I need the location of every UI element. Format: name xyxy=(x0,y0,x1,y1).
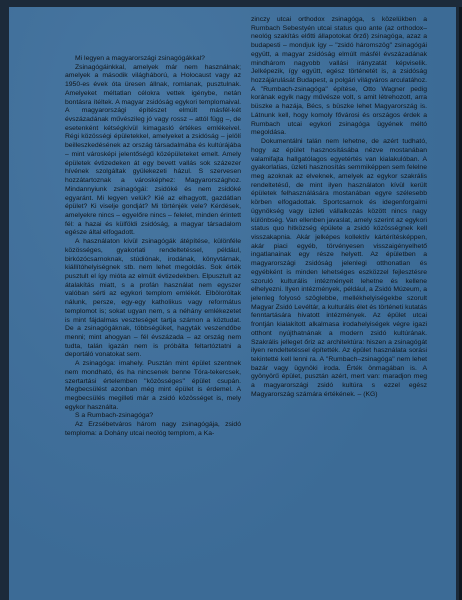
right-column xyxy=(251,16,427,400)
paragraph: Az Erzsébetváros három nagy zsinagógája, zsidó temploma: a Dohány utcai neológ templom, a Ka- xyxy=(65,421,241,437)
paragraph: Dokumentálni talán nem lehetne, de azért tudható, hogy az épület hasznosításába nézve mostanában valamifajta hallgatólagos egyetértés van kialakulóban. A gyakorlatias, üzleti hasznosítás semmiképpen sem felelne meg azoknak az elveknek, amelyek az egykor szakrális rendeltetésű, de mint ilyen használaton kívül került épületek felhasználására mostanában egyre szélesebb körben elfogadottak. Sportcsarnok és idegenforgalmi ügynökség vagy üzleti vállalkozás között nincs nagy különbség. Van ellenben javaslat, amely szerint az egykori status quo hitközség épülete a zsidó közösségnek kell visszakapnia. Akár jelképes kollektív kártérítésképpen, akár piaci egyéb, törvényesen visszaigényelhető ingatlanainak egy része helyett. Az épületben a magyarországi zsidóság jelenlegi otthonatlan és egyébként is minden lehetséges eszközzel fejlesztésre szoruló kulturális intézményeit lehetne és kellene elhelyezni. Ilyen intézmények, például, a Zsidó Múzeum, a jelenleg folyosó szöglebbe, mellékhelyiségekbe szorult Magyar Zsidó Levéltár, a kulturális élet és történeti kutatás fenntartására hivatott intézmények. Az épület utcai frontján kialakított alkalmasa irodahelyiségek végre igazi otthont nyújthatnának a modern zsidó kultúrának. Szakrális jelleget őriz az architektúra: hiszen a zsinagógát ilyen rendeltetéssel építették. Az épület használata sorási tekintetté kell lenni ra. A "Rumbach–zsinagóga" nem lehet bazár vagy ügynöki iroda. Érték önmagában is. A gyönyörű épület, pusztán azért, mert van: maradjon meg a magyarországi zsidó kultúra s ezzel egész Magyarország számára értékének. – (KG) xyxy=(251,138,427,398)
paragraph: A zsinagóga: imahely. Pusztán mint épület szentnek nem mondható, és ha nincsenek benne Tóra-tekercsek, szertartási értelemben "közösséges" épület csupán. Megbecsülést azonban még mint épület is érdemel. A megbecsülés megilleti már a zsidó közösséget is, mely egykor használta. xyxy=(65,360,241,411)
page xyxy=(9,7,456,600)
paragraph-continued: zinczy utcai orthodox zsinagóga, s közelükben a Rumbach Sebestyén utcai status quo ante (az orthodox–neológ szakítás előtti állapotokat őrző) zsinagóga, azaz a budapesti – mondjuk így – "zsidó háromszög" zsinagógái együtt, a magyar zsidóság elmúlt másfél évszázadának mindhárom nagyobb vallási irányzatát képviselik. Jelképezik, így együtt, egész történetét is, a zsidóság hozzájárulását Budapest, a polgári világváros arculatához. A "Rumbach-zsinagóga" építése, Otto Wagner pedig korának egyik nagy művésze volt, s amit létrehozott, arra büszke a hazája, Bécs, s büszke lehet Magyarország is. Látnunk kell, hogy komoly fővárosi és országos érdek a Rumbach utcai egykori zsinagóga ügyének méltó megoldása. xyxy=(251,16,427,137)
opening-question: Mi legyen a magyarországi zsinagógákkal? xyxy=(75,55,205,62)
left-column xyxy=(65,55,241,439)
paragraph: A használaton kívül zsinagógák átépítése, különféle közösséges, gyakorlati rendeltetéssel, például, birkózócsarnoknak, stúdiónak, irodának, könyvtárnak, kiállítóhelyiségnek stb. nem lehet megoldás. Sok érték pusztult el így mióta az elmúlt évtizedekben. Elpusztult az átalakítás miatt, s a profán használat nem egyszer valóban sérti az egykori templom emlékét. Elböloróltak nálunk, persze, egy-egy katholikus vagy református templomot is; sokat ugyan nem, s a néhány emlékezetet is mint fájdalmas veszteséget tartja számon a köztudat. De a zsinagógáknak, többségüket, hagyták veszendőbe menni; mint ahogyan – fél évszázada – az ország nem tudta, talán igazán nem is próbálta feltartóztatni a deportáló vonatokat sem. xyxy=(65,238,241,359)
paragraph: Zsinagógáinkkal, amelyek már nem használnak; amelyek a második világháború, a Holocaust vagy az 1950-es évek óta üresen állnak, romlanak, pusztulnak. Amelyeket méltatlan célokra vettek igénybe, netán bontásra ítéltek. A magyar zsidóság egykori templomaival. A magyarországi építészet elmúlt másfél-két évszázadának művészileg jó vagy rossz – attól függ –, de esetenként kétségkívül kimagasló értékes emlékeivel. Régi közösségi épületekkel, amelyeket a zsidóság – jelölí beilleszkedésének az ország társadalmába és kultúrájába – mint városképi jelentőségű középületeket emelt. Amely épületek évtizedeken át egy bevett vallás sok százezer hívének szolgáltak gyülekezeti házul. S szervesen hozzátartoznak a városképhez: Magyarországhoz. Mindannyiunk zsinagógái: zsidóké és nem zsidóké egyaránt. Mi legyen velük? Kié az elhagyott, gazdátlan épület? Ki viselje gondját? Mi történjék vele? Kérdések, amelyekre nincs – egyelőre nincs – felelet, minden érintett fél: a hazai és külföldi zsidóság, a magyar társadalom egésze által elfogadott. xyxy=(65,63,241,237)
paragraph: S a Rumbach-zsinagóga? xyxy=(75,412,154,420)
